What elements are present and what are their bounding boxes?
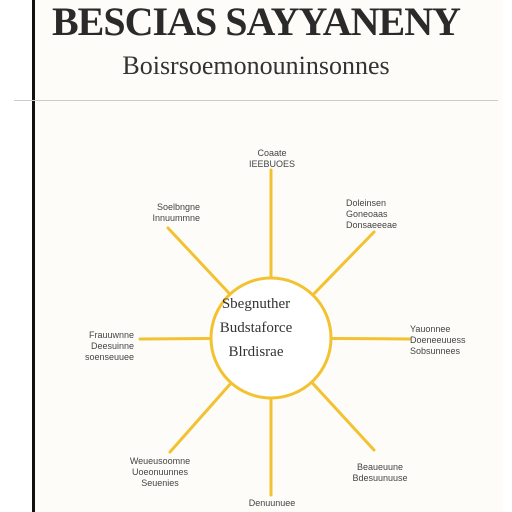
page-title: BESCIAS SAYYANENY bbox=[52, 0, 460, 44]
node-label-left: Frauuwnne Deesuinne soenseuuee bbox=[84, 330, 134, 362]
node-label-lower-left: Weueusoomne Uoeonuunnes Seuenies bbox=[129, 456, 191, 488]
node-label-lower-right: Beaueuune Bdesuunuuse bbox=[352, 462, 408, 483]
ray-lower-right bbox=[313, 384, 374, 450]
node-label-right: Yauonnee Doeneeuuess Sobsunnees bbox=[410, 324, 466, 356]
ray-right bbox=[333, 338, 410, 339]
ray-upper-left bbox=[168, 228, 229, 293]
node-label-bottom: Denuunuee bbox=[248, 498, 296, 508]
ray-lower-left bbox=[170, 384, 230, 452]
hub-label: Sbegnuther Budstaforce Blrdisrae bbox=[219, 296, 293, 360]
node-label-upper-right: Doleinsen Goneoaas Donsaeeeae bbox=[346, 198, 398, 230]
page-subtitle: Boisrsoemonouninsonnes bbox=[122, 51, 390, 80]
node-label-upper-left: Soelbngne Innuummne bbox=[152, 202, 200, 223]
ray-upper-right bbox=[314, 232, 374, 294]
node-label-top: Coaate IEEBUOES bbox=[248, 148, 295, 169]
